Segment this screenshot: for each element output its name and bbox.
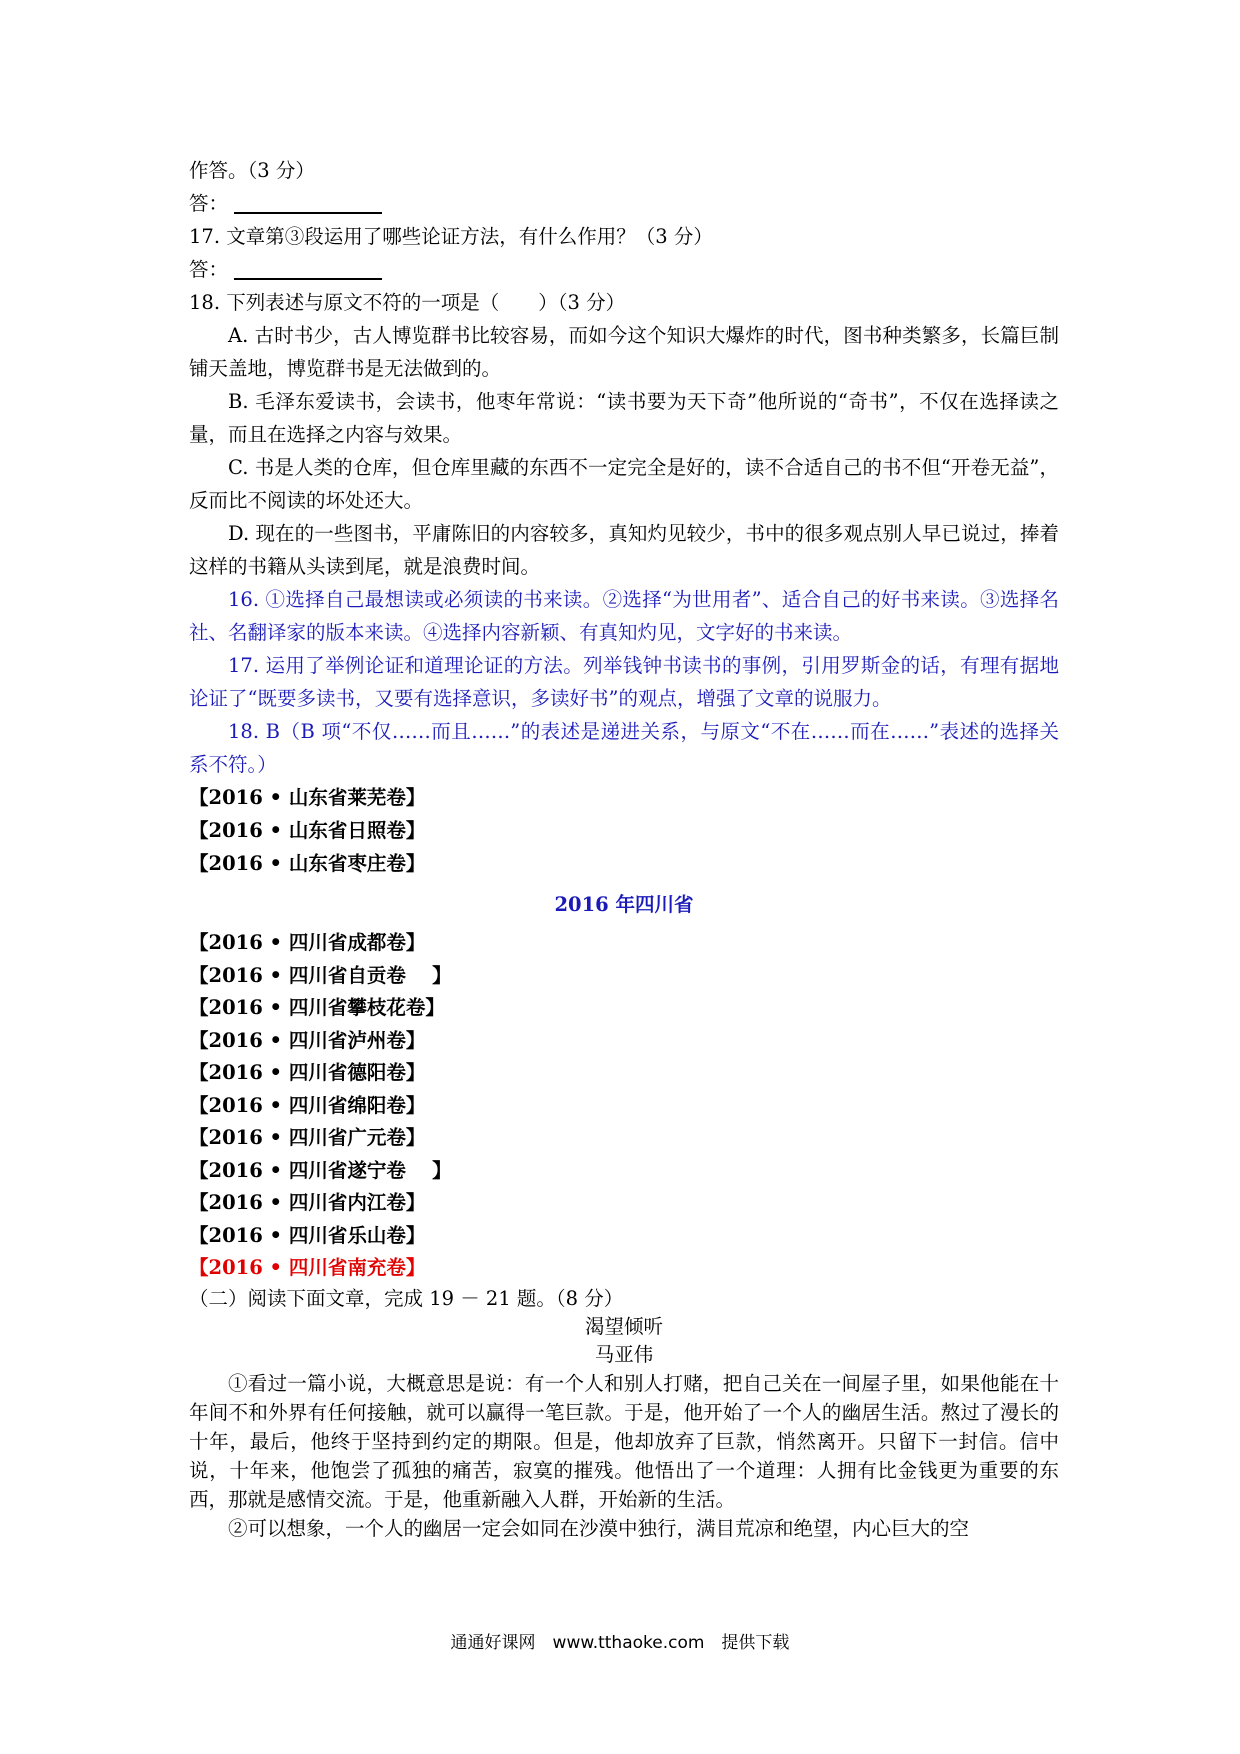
- exam-heading-zigong: 【2016 • 四川省自贡卷 】: [189, 963, 452, 987]
- reading-intro: （二）阅读下面文章，完成 19 － 21 题。（8 分）: [189, 1286, 624, 1310]
- question-16-tail: 作答。（3 分）: [189, 159, 315, 182]
- answer-label: 答：: [189, 192, 229, 215]
- answer-label: 答：: [189, 258, 229, 281]
- article-title: 渴望倾听: [584, 1314, 663, 1338]
- answer-line-16: [189, 187, 1059, 220]
- exam-heading-suining: 【2016 • 四川省遂宁卷 】: [189, 1158, 452, 1182]
- article-paragraph-2: ②可以想象，一个人的幽居一定会如同在沙漠中独行，满目荒凉和绝望，内心巨大的空: [228, 1516, 970, 1540]
- exam-heading-guangyuan: 【2016 • 四川省广元卷】: [189, 1126, 426, 1149]
- option-a: A. 古时书少，古人博览群书比较容易，而如今这个知识大爆炸的时代，图书种类繁多，长篇巨制铺天盖地，博览群书是无法做到的。: [189, 324, 1059, 380]
- exam-heading-zaozhuang: 【2016 • 山东省枣庄卷】: [189, 852, 426, 875]
- exam-heading-leshan: 【2016 • 四川省乐山卷】: [189, 1223, 426, 1247]
- exam-heading-luzhou: 【2016 • 四川省泸州卷】: [189, 1028, 426, 1052]
- answer-blank: [234, 258, 382, 280]
- exam-heading-deyang: 【2016 • 四川省德阳卷】: [189, 1061, 426, 1084]
- exam-heading-rizhao: 【2016 • 山东省日照卷】: [189, 819, 426, 842]
- exam-heading-nanchong: 【2016 • 四川省南充卷】: [189, 1256, 426, 1279]
- exam-heading-neijiang: 【2016 • 四川省内江卷】: [189, 1191, 426, 1214]
- page-footer: 通通好课网 www.tthaoke.com 提供下载: [450, 1633, 790, 1653]
- sichuan-list: [189, 927, 1059, 1285]
- option-c: C. 书是人类的仓库，但仓库里藏的东西不一定完全是好的，读不合适自己的书不但“开卷无益”，反而比不阅读的坏处还大。: [189, 456, 1059, 512]
- section-title: 2016 年四川省: [554, 893, 694, 916]
- option-d: D. 现在的一些图书，平庸陈旧的内容较多，真知灼见较少，书中的很多观点别人早已说过，捧着这样的书籍从头读到尾，就是浪费时间。: [189, 522, 1059, 578]
- option-b: B. 毛泽东爱读书，会读书，他枣年常说：“读书要为天下奇”他所说的“奇书”，不仅在选择读之量，而且在选择之内容与效果。: [189, 390, 1059, 446]
- article-author: 马亚伟: [594, 1342, 654, 1366]
- answer-line-17: [189, 253, 1059, 286]
- exam-heading-laiwu: 【2016 • 山东省莱芜卷】: [189, 786, 426, 809]
- question-18: 18. 下列表述与原文不符的一项是（ ）（3 分）: [189, 291, 626, 314]
- exam-heading-panzhihua: 【2016 • 四川省攀枝花卷】: [189, 996, 445, 1019]
- page-content: [189, 154, 1059, 1543]
- exam-heading-mianyang: 【2016 • 四川省绵阳卷】: [189, 1093, 426, 1117]
- answer-blank: [234, 192, 382, 214]
- question-17: 17. 文章第③段运用了哪些论证方法，有什么作用？（3 分）: [189, 225, 713, 248]
- exam-heading-chengdu: 【2016 • 四川省成都卷】: [189, 931, 426, 954]
- article-paragraph-1: ①看过一篇小说，大概意思是说：有一个人和别人打赌，把自己关在一间屋子里，如果他能在十年间不和外界有任何接触，就可以赢得一笔巨款。于是，他开始了一个人的幽居生活。熬过了漫长的十年，最后，他终于坚持到约定的期限。但是，他却放弃了巨款，悄然离开。只留下一封信。信中说，十年来，他饱尝了孤独的痛苦，寂寞的摧残。他悟出了一个道理：人拥有比金钱更为重要的东西，那就是感情交流。于是，他重新融入人群，开始新的生活。: [189, 1371, 1059, 1511]
- answer-16: 16. ①选择自己最想读或必须读的书来读。②选择“为世用者”、适合自己的好书来读。③选择名社、名翻译家的版本来读。④选择内容新颖、有真知灼见，文字好的书来读。: [189, 588, 1059, 644]
- answer-17: 17. 运用了举例论证和道理论证的方法。列举钱钟书读书的事例，引用罗斯金的话，有理有据地论证了“既要多读书，又要有选择意识，多读好书”的观点，增强了文章的说服力。: [189, 654, 1059, 710]
- answer-18: 18. B（B 项“不仅……而且……”的表述是递进关系，与原文“不在……而在……”表述的选择关系不符。）: [189, 720, 1059, 776]
